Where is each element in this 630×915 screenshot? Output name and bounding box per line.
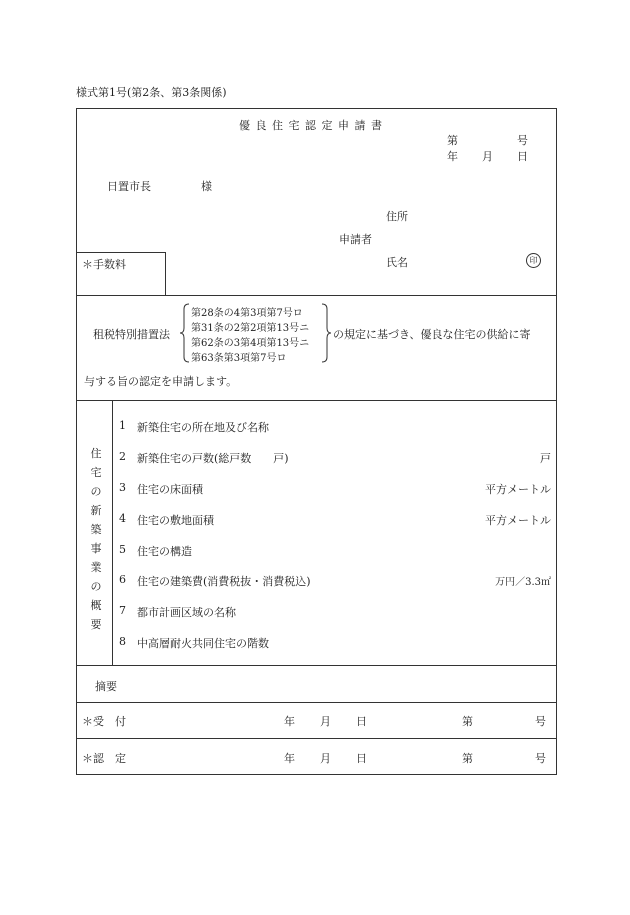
seal-icon: 印 xyxy=(526,253,541,268)
reception-day: 日 xyxy=(356,715,367,728)
applicant-label: 申請者 xyxy=(339,233,372,246)
side-char-5: 築 xyxy=(90,523,102,536)
side-char-3: の xyxy=(90,485,102,498)
addressee-mayor: 日置市長 xyxy=(107,180,151,193)
item-6-num: 6 xyxy=(119,573,126,586)
side-char-1: 住 xyxy=(90,447,102,460)
certification-day: 日 xyxy=(356,752,367,765)
side-char-6: 事 xyxy=(90,542,102,555)
certification-month: 月 xyxy=(320,752,331,765)
divider-statement xyxy=(76,295,557,296)
right-brace-icon xyxy=(321,303,331,363)
statement-suffix: の規定に基づき、優良な住宅の供給に寄 xyxy=(333,328,531,341)
left-brace-icon xyxy=(180,303,190,363)
date-year: 年 xyxy=(447,150,458,163)
divider-overview xyxy=(76,400,557,401)
item-8-label: 中高層耐火共同住宅の階数 xyxy=(137,637,269,650)
item-4-num: 4 xyxy=(119,512,126,525)
brace-item-2: 第31条の2第2項第13号ニ xyxy=(191,323,310,334)
form-frame xyxy=(76,108,557,775)
remarks-label: 摘要 xyxy=(95,680,117,693)
statement-prefix: 租税特別措置法 xyxy=(93,328,170,341)
doc-number-dai: 第 xyxy=(447,134,458,147)
fee-label: ＊手数料 xyxy=(82,258,126,271)
side-char-4: 新 xyxy=(90,504,102,517)
item-7-num: 7 xyxy=(119,604,126,617)
item-2-label: 新築住宅の戸数(総戸数 戸) xyxy=(137,452,289,465)
form-number: 様式第1号(第2条、第3条関係) xyxy=(76,86,227,99)
date-day: 日 xyxy=(517,150,528,163)
item-4-unit: 平方メートル xyxy=(485,514,551,527)
item-5-label: 住宅の構造 xyxy=(137,545,192,558)
item-3-num: 3 xyxy=(119,481,126,494)
certification-year: 年 xyxy=(284,752,295,765)
item-6-unit: 万円／3.3㎡ xyxy=(495,577,551,588)
side-char-9: 概 xyxy=(90,599,102,612)
item-8-num: 8 xyxy=(119,635,126,648)
brace-item-1: 第28条の4第3項第7号ロ xyxy=(191,308,303,319)
item-3-unit: 平方メートル xyxy=(485,483,551,496)
name-label: 氏名 xyxy=(386,256,408,269)
item-1-num: 1 xyxy=(119,419,126,432)
addressee-sama: 様 xyxy=(201,180,212,193)
reception-month: 月 xyxy=(320,715,331,728)
brace-item-3: 第62条の3第4項第13号ニ xyxy=(191,338,310,349)
form-title: 優 良 住 宅 認 定 申 請 書 xyxy=(239,119,383,132)
side-char-8: の xyxy=(90,580,102,593)
certification-go: 号 xyxy=(535,752,546,765)
side-char-10: 要 xyxy=(90,618,102,631)
brace-item-4: 第63条第3項第7号ロ xyxy=(191,353,287,364)
certification-dai: 第 xyxy=(462,752,473,765)
item-6-label: 住宅の建築費(消費税抜・消費税込) xyxy=(137,575,311,588)
item-5-num: 5 xyxy=(119,543,126,556)
reception-go: 号 xyxy=(535,715,546,728)
divider-remarks xyxy=(76,665,557,666)
overview-side-divider xyxy=(112,400,113,665)
side-char-2: 宅 xyxy=(90,466,102,479)
item-7-label: 都市計画区域の名称 xyxy=(137,606,236,619)
reception-label: ＊受 付 xyxy=(82,715,126,728)
statement-line-2: 与する旨の認定を申請します。 xyxy=(84,375,238,388)
reception-dai: 第 xyxy=(462,715,473,728)
item-1-label: 新築住宅の所在地及び名称 xyxy=(137,421,269,434)
item-4-label: 住宅の敷地面積 xyxy=(137,514,214,527)
item-2-num: 2 xyxy=(119,450,126,463)
certification-label: ＊認 定 xyxy=(82,752,126,765)
item-3-label: 住宅の床面積 xyxy=(137,483,203,496)
divider-reception xyxy=(76,702,557,703)
divider-certification xyxy=(76,738,557,739)
doc-number-go: 号 xyxy=(517,134,528,147)
date-month: 月 xyxy=(482,150,493,163)
item-2-unit: 戸 xyxy=(540,452,551,465)
side-char-7: 業 xyxy=(90,561,102,574)
reception-year: 年 xyxy=(284,715,295,728)
address-label: 住所 xyxy=(386,210,408,223)
